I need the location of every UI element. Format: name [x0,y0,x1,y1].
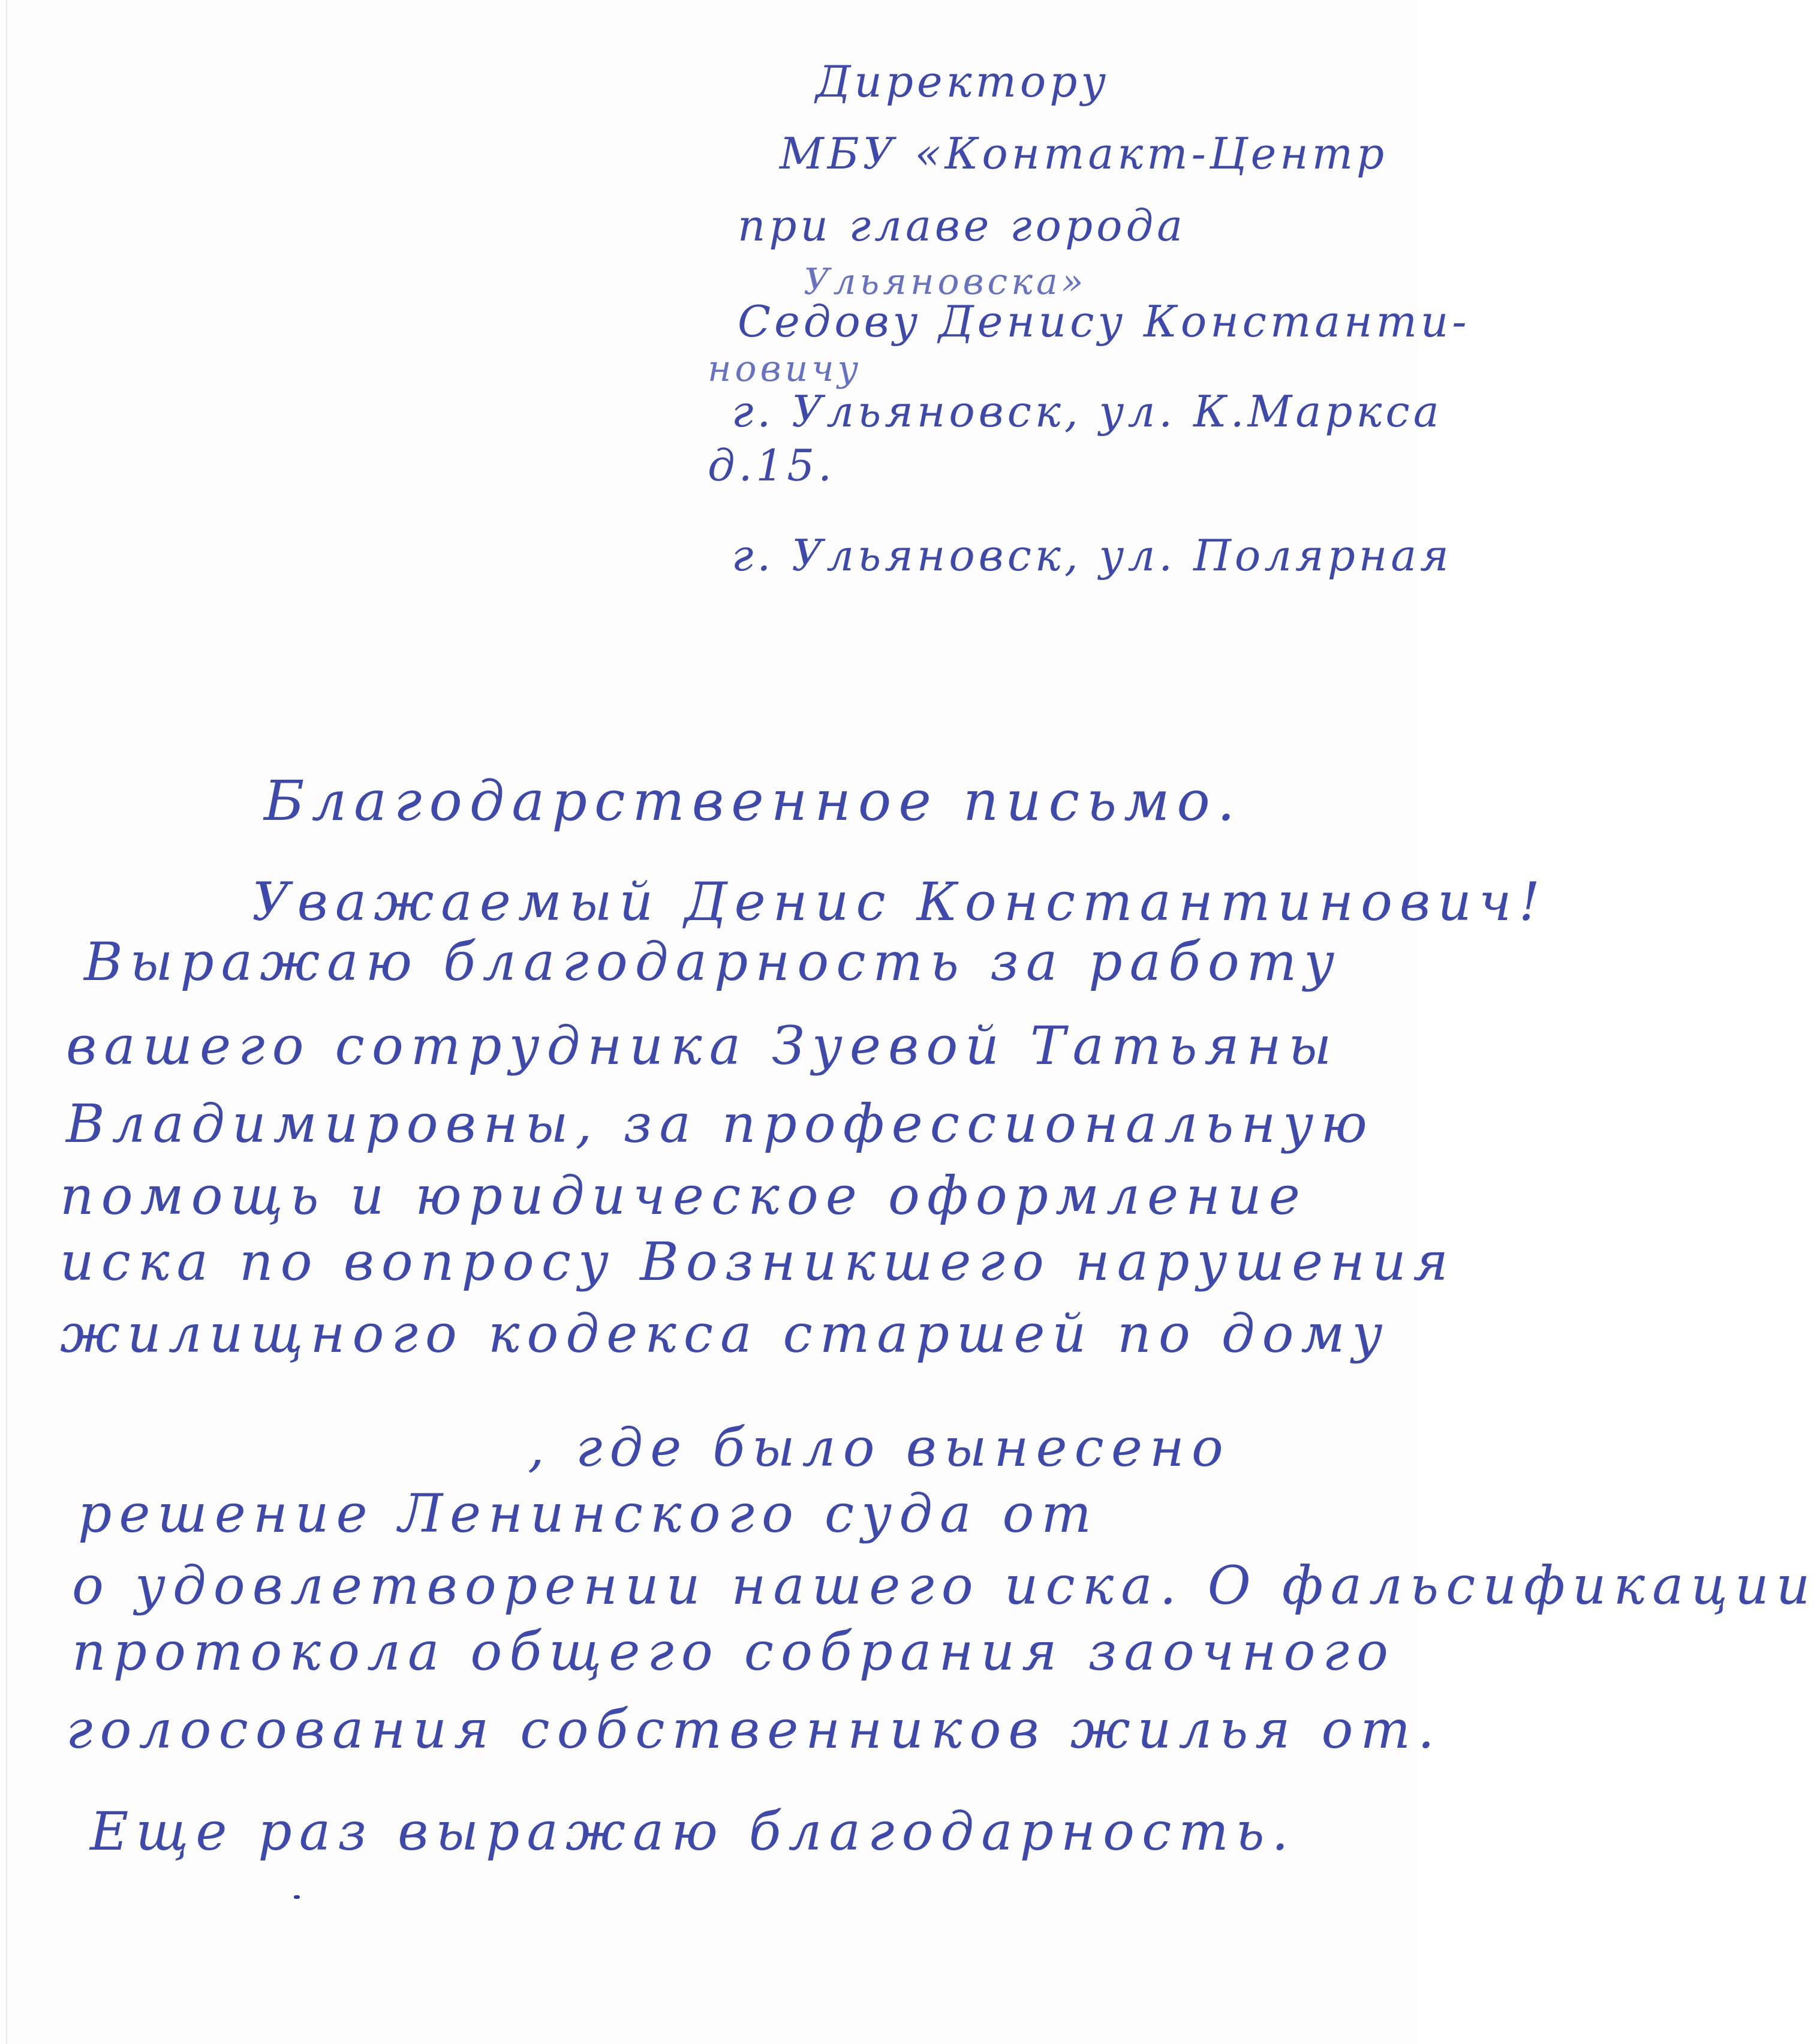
letter-body-line: решение Ленинского суда от [78,1483,1099,1544]
page-edge-line [6,0,7,2044]
addressee-line: при главе города [738,200,1187,251]
letter-body-line: иска по вопросу Возникшего нарушения [60,1231,1455,1292]
letter-body-line: жилищного кодекса старшей по дому [60,1303,1390,1364]
letter-body-line: Еще раз выражаю благодарность. [90,1800,1296,1862]
addressee-line: новичу [708,348,862,390]
ink-dot [294,1895,300,1899]
letter-body-line: , где было вынесено [528,1417,1231,1478]
letter-title: Благодарственное письмо. [264,769,1243,833]
addressee-line: г. Ульяновск, ул. Полярная [732,530,1452,581]
addressee-line: д.15. [708,440,836,491]
letter-body-line: вашего сотрудника Зуевой Татьяны [66,1015,1339,1077]
addressee-line: МБУ «Контакт-Центр [780,128,1388,179]
letter-body-line: помощь и юридическое оформление [60,1165,1307,1227]
letter-body-line: о удовлетворении нашего иска. О фальсификации [72,1555,1817,1616]
letter-body-line: протокола общего собрания заочного [72,1621,1395,1682]
addressee-line: Директору [816,56,1110,107]
letter-body-line: голосования собственников жилья от. [66,1699,1442,1760]
addressee-line: Ульяновска» [804,261,1087,303]
letter-salutation: Уважаемый Денис Константинович! [252,871,1547,933]
letter-body-line: Владимировны, за профессиональную [66,1093,1374,1155]
letter-body-line: Выражаю благодарность за работу [84,931,1342,993]
addressee-line: Седову Денису Константи- [738,296,1470,347]
addressee-line: г. Ульяновск, ул. К.Маркса [732,386,1443,437]
